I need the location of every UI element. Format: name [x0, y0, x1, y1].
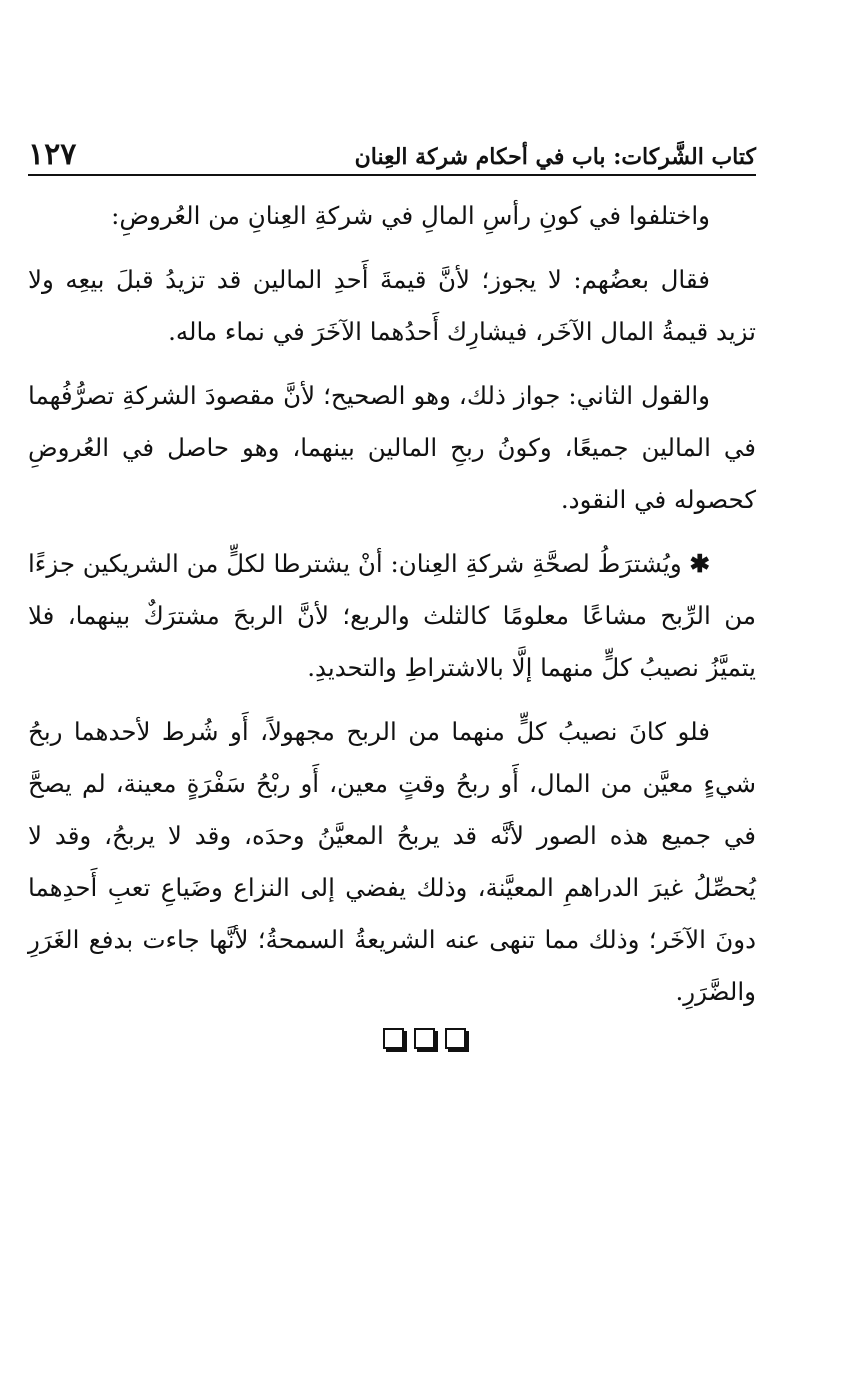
square-ornament-icon — [414, 1028, 435, 1049]
body-text — [28, 190, 756, 1030]
paragraph-1: واختلفوا في كونِ رأسِ المالِ في شركةِ العِنانِ من العُروضِ: — [111, 201, 710, 230]
section-end-ornament — [0, 1028, 849, 1049]
page-header — [28, 128, 756, 170]
paragraph-5: فلو كانَ نصيبُ كلٍّ منهما من الربح مجهولاً، أَو شُرط لأحدهما ربحُ شيءٍ معيَّن من المال، أَو ربحُ وقتٍ معين، أَو ربْحُ سَفْرَةٍ معينة، لم يصحَّ في جميع هذه الصور لأنَّه قد يربحُ المعيَّنُ وحدَه، وقد لا يربحُ، وقد لا يُحصِّلُ غيرَ الدراهمِ المعيَّنة، وذلك يفضي إلى النزاع وضَياعِ تعبِ أَحدِهما دونَ الآخَر؛ وذلك مما تنهى عنه الشريعةُ السمحةُ؛ لأنَّها جاءت بدفع الغَرَرِ والضَّرَرِ. — [28, 717, 756, 1006]
paragraph-2: فقال بعضُهم: لا يجوز؛ لأنَّ قيمةَ أَحدِ المالين قد تزيدُ قبلَ بيعِه ولا تزيد قيمةُ المال الآخَر، فيشارِك أَحدُهما الآخَرَ في نماء ماله. — [28, 265, 756, 346]
running-title: كتاب الشَّركات: باب في أحكام شركة العِنان — [354, 143, 756, 170]
header-divider — [28, 174, 756, 176]
paragraph-4-text: ويُشترَطُ لصحَّةِ شركةِ العِنان: أنْ يشترطا لكلٍّ من الشريكين جزءًا من الرِّبح مشاعًا معلومًا كالثلث والربع؛ لأنَّ الربحَ مشترَكٌ بينهما، فلا يتميَّزُ نصيبُ كلٍّ منهما إلَّا بالاشتراطِ والتحديدِ. — [28, 549, 756, 682]
paragraph-3: والقول الثاني: جواز ذلك، وهو الصحيح؛ لأنَّ مقصودَ الشركةِ تصرُّفُهما في المالين جميعًا، وكونُ ربحِ المالين بينهما، وهو حاصل في العُروضِ كحصوله في النقود. — [28, 381, 756, 514]
square-ornament-icon — [445, 1028, 466, 1049]
page-number: ١٢٧ — [28, 137, 77, 172]
asterisk-bullet-icon: ✱ — [689, 549, 710, 578]
square-ornament-icon — [383, 1028, 404, 1049]
paragraph-4 — [28, 538, 756, 694]
